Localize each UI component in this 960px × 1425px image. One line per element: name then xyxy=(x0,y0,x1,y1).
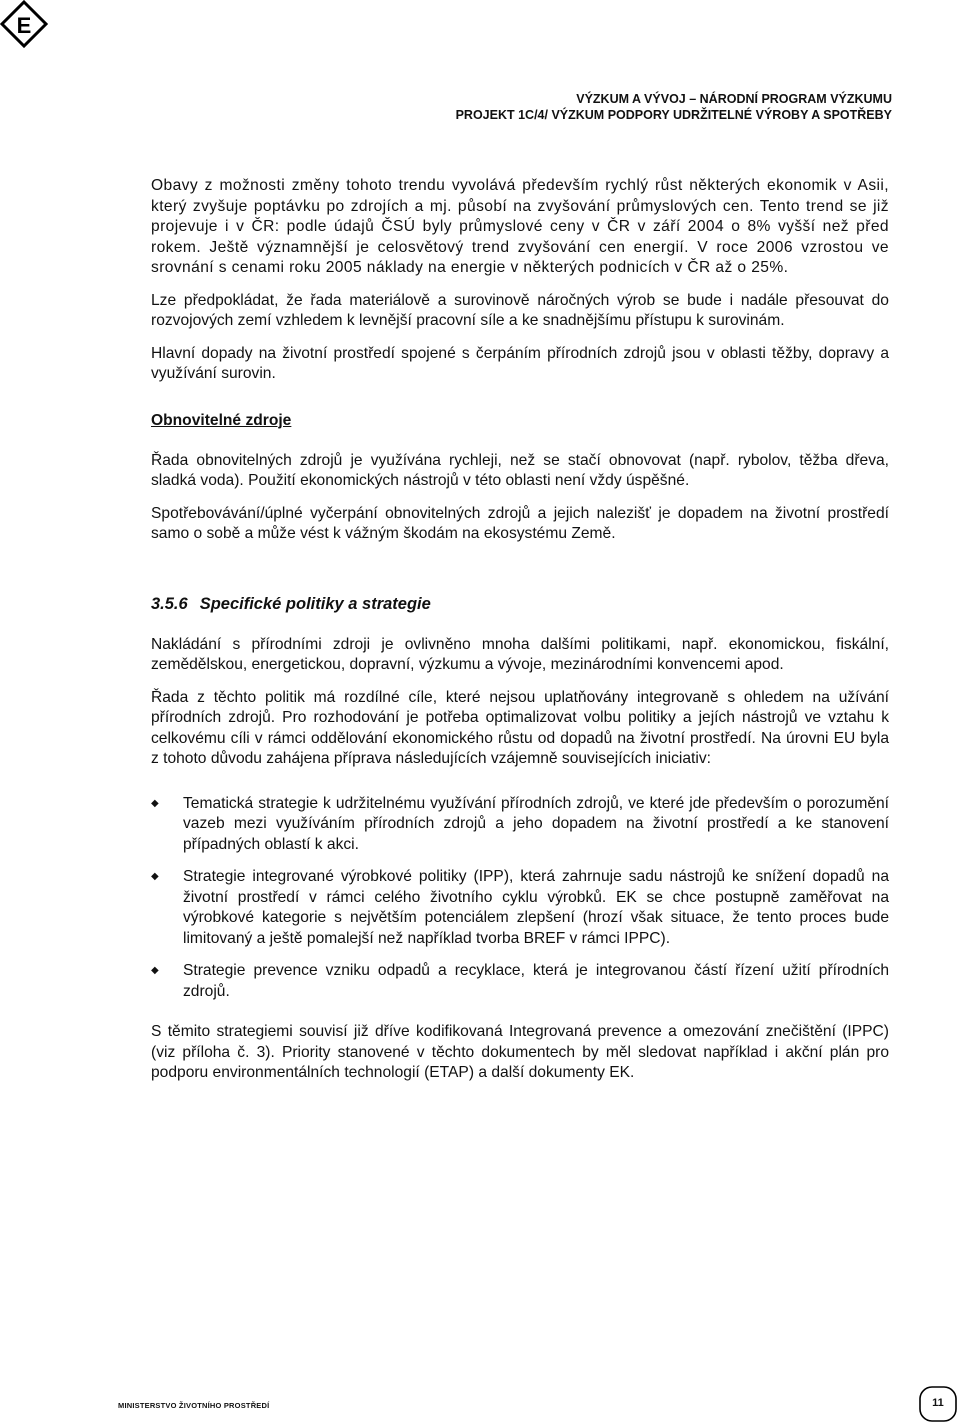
heading-renewable: Obnovitelné zdroje xyxy=(151,411,292,429)
section-heading xyxy=(151,593,889,615)
footer-ministry: MINISTERSTVO ŽIVOTNÍHO PROSTŘEDÍ xyxy=(118,1401,270,1410)
page-number: 11 xyxy=(932,1397,944,1409)
paragraph-policies: Nakládání s přírodními zdroji je ovlivněno mnoha dalšími politikami, např. ekonomickou, fiskální, zemědělskou, energetickou, dopravní, výzkumu a vývoje, mezinárodními konvencemi apod. xyxy=(151,635,889,673)
paragraph-renewable-overuse: Řada obnovitelných zdrojů je využívána rychleji, než se stačí obnovovat (např. rybolov, těžba dřeva, sladká voda). Použití ekonomických nástrojů v této oblasti není vždy úspěšné. xyxy=(151,451,889,489)
paragraph-eu-initiatives: Řada z těchto politik má rozdílné cíle, které nejsou uplatňovány integrovaně s ohledem na užívání přírodních zdrojů. Pro rozhodování je potřeba optimalizovat volbu politiky a jejích nástrojů ve vztahu k celkovému cíli v rámci oddělování ekonomického růstu od dopadů na životní prostředí. Na úrovni EU byla z tohoto důvodu zahájena příprava následujících vzájemně souvisejících iniciativ: xyxy=(151,688,889,767)
diamond-bullet-icon: ◆ xyxy=(151,965,159,976)
page-header xyxy=(456,91,892,123)
list-item-text: Tematická strategie k udržitelnému využívání přírodních zdrojů, ve které jde především o porozumění vazeb mezi využíváním přírodních zdrojů a jeho dopadem na životní prostředí a ke stanovení případných oblastí k akci. xyxy=(183,794,889,853)
section-title: Specifické politiky a strategie xyxy=(199,594,431,613)
diamond-bullet-icon: ◆ xyxy=(151,797,159,809)
initiatives-list xyxy=(151,794,889,1003)
list-item-text: Strategie prevence vzniku odpadů a recyklace, která je integrovanou částí řízení užití přírodních zdrojů. xyxy=(183,962,889,1000)
logo-letter: E xyxy=(16,13,32,38)
diamond-bullet-icon: ◆ xyxy=(151,871,159,882)
list-item xyxy=(151,794,889,856)
list-item-text: Strategie integrované výrobkové politiky (IPP), která zahrnuje sadu nástrojů ke snížení dopadů na životní prostředí v rámci celého životního cyklu výrobků. EK se chce postupně zaměřovat na výrobkové kategorie s největším potenciálem zlepšení (hrozí však situace, že tento proces bude limitovaný a ještě pomalejší než například tvorba BREF v rámci IPPC). xyxy=(183,868,889,947)
section-number: 3.5.6 xyxy=(151,594,188,613)
paragraph-ippc: S těmito strategiemi souvisí již dříve kodifikovaná Integrovaná prevence a omezování znečištění (IPPC) (viz příloha č. 3). Priority stanovené v těchto dokumentech by měl sledovat například i akční plán pro podporu environmentálních technologií (ETAP) a další dokumenty EK. xyxy=(151,1023,889,1081)
paragraph-trend: Obavy z možnosti změny tohoto trendu vyvolává především rychlý růst některých ekonomik v Asii, který zvyšuje poptávku po zdrojích a mj. působí na zvyšování průmyslových cen. Tento trend se již projevuje i v ČR: podle údajů ČSÚ byly průmyslové ceny v ČR v září 2004 o 8% vyšší než před rokem. Ještě významnější je celosvětový trend zvyšování cen energií. V roce 2006 vzrostou ve srovnání s cenami roku 2005 náklady na energie v některých podnicích v ČR až o 25%. xyxy=(151,177,889,276)
paragraph-depletion: Spotřebovávání/úplné vyčerpání obnovitelných zdrojů a jejich nalezišť je dopadem na životní prostředí samo o sobě a může vést k vážným škodám na ekosystému Země. xyxy=(151,504,889,542)
list-item xyxy=(151,867,889,949)
e-diamond-logo-icon xyxy=(0,0,64,64)
paragraph-relocation: Lze předpokládat, že řada materiálově a surovinově náročných výrob se bude i nadále přesouvat do rozvojových zemí vzhledem k levnější pracovní síle a ke snadnějšímu přístupu k surovinám. xyxy=(151,291,889,329)
paragraph-impacts: Hlavní dopady na životní prostředí spojené s čerpáním přírodních zdrojů jsou v oblasti těžby, dopravy a využívání surovin. xyxy=(151,344,889,382)
header-line-1: VÝZKUM A VÝVOJ – NÁRODNÍ PROGRAM VÝZKUMU xyxy=(576,92,892,106)
document-body xyxy=(151,176,889,1084)
list-item xyxy=(151,961,889,1002)
header-line-2: PROJEKT 1C/4/ VÝZKUM PODPORY UDRŽITELNÉ VÝROBY A SPOTŘEBY xyxy=(455,108,892,122)
